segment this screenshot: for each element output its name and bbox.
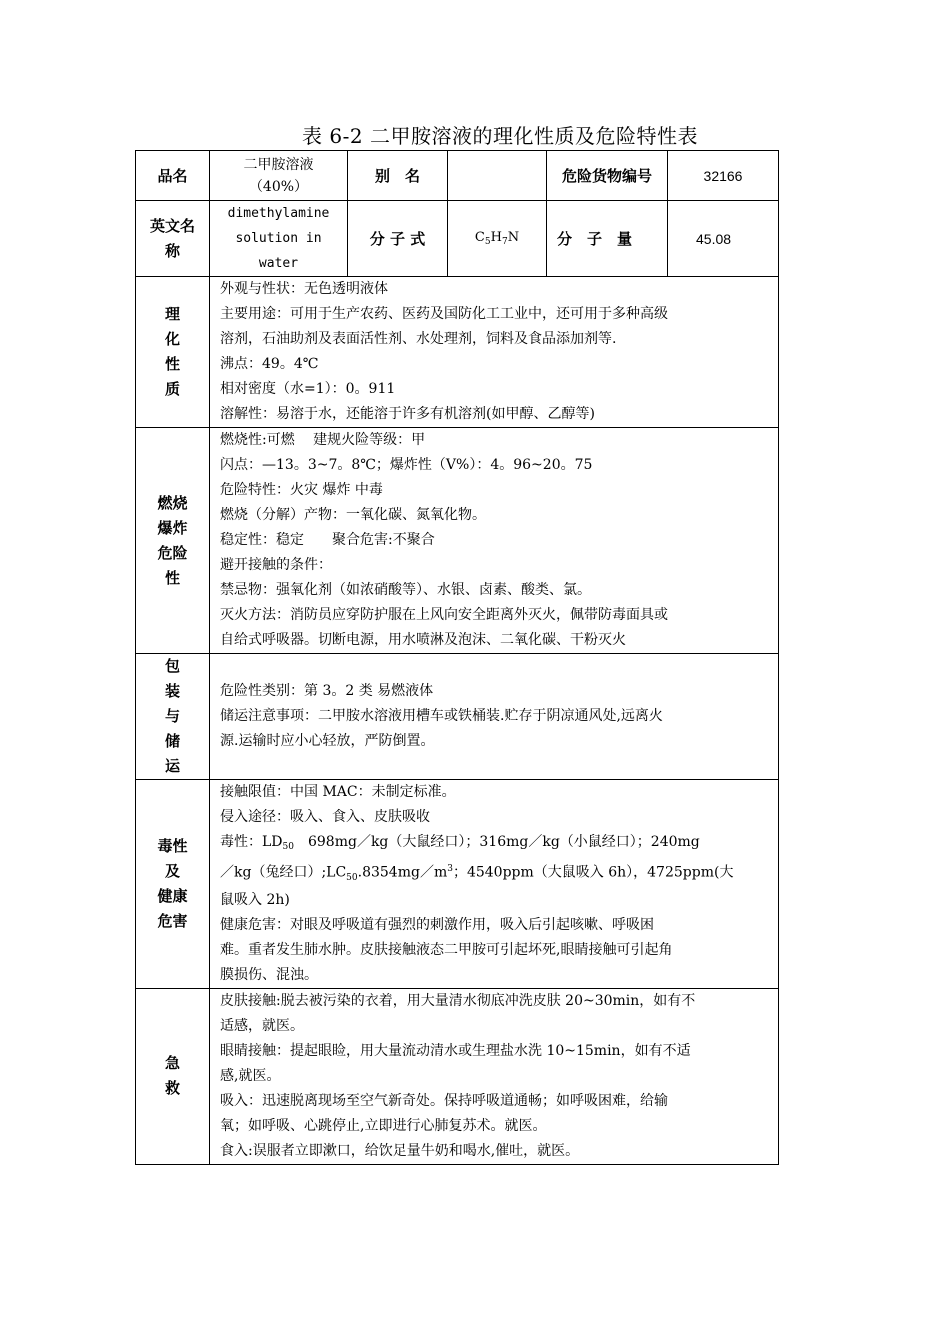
table-row [136,201,779,277]
content-line: 沸点：49。4℃ [220,356,319,372]
formula-part: H [490,230,502,245]
first-aid-section-label [136,988,210,1164]
subscript: 50 [346,872,358,883]
alias-label: 别 名 [348,151,448,201]
table-row [136,654,779,780]
section-label-line: 危害 [157,911,188,930]
section-label-line: 燃烧 [157,493,188,512]
section-label-line: 急 [164,1054,180,1073]
content-line: 吸入：迅速脱离现场至空气新奇处。保持呼吸道通畅；如呼吸困难，给输 [220,1092,668,1109]
fire-section-label [136,428,210,654]
content-line: 外观与性状：无色透明液体 [220,281,388,297]
content-line: 膜损伤、混浊。 [220,966,318,983]
content-line: 自给式呼吸器。切断电源，用水喷淋及泡沫、二氧化碳、干粉灭火 [220,632,626,648]
content-line: 稳定性：稳定 聚合危害:不聚合 [220,532,435,548]
content-line: 灭火方法：消防员应穿防护服在上风向安全距离外灭火，佩带防毒面具或 [220,607,668,623]
section-label-line: 毒性 [157,836,188,855]
text-run: 698mg／kg（大鼠经口）；316mg／kg（小鼠经口）；240mg [293,834,700,850]
content-line: 皮肤接触:脱去被污染的衣着，用大量清水彻底冲洗皮肤 20~30min，如有不 [220,992,696,1009]
table-row [136,780,779,989]
section-label-line: 质 [164,380,180,398]
english-name-line: water [258,256,299,271]
table-row [136,151,779,201]
english-name-value [210,201,348,277]
formula-part: C [474,230,485,245]
section-label-line: 运 [164,757,180,775]
toxicity-section-content [210,780,779,989]
content-line: 源.运输时应小心轻放，严防倒置。 [220,733,435,749]
section-label-line: 性 [164,568,180,587]
property-table [135,150,779,1165]
table-row [136,428,779,654]
content-line: 眼睛接触：提起眼睑，用大量流动清水或生理盐水洗 10~15min，如有不适 [220,1042,691,1059]
content-line: 食入:误服者立即漱口，给饮足量牛奶和喝水,催吐，就医。 [220,1142,580,1159]
text-run: ；4540ppm（大鼠吸入 6h），4725ppm(大 [452,864,734,881]
content-line: 溶解性：易溶于水，还能溶于许多有机溶剂(如甲醇、乙醇等) [220,406,595,422]
dg-number-label: 危险货物编号 [547,151,668,201]
section-label-line: 救 [164,1079,180,1098]
section-label-line: 化 [164,330,180,348]
english-name-line: solution in [235,231,322,246]
section-label-line: 与 [164,707,180,725]
product-name-line: 二甲胺溶液 [243,156,314,173]
molecular-weight-label: 分 子 量 [547,201,668,277]
content-line: 难。重者发生肺水肿。皮肤接触液态二甲胺可引起坏死,眼睛接触可引起角 [220,941,673,958]
content-line: 闪点：—13。3~7。8℃；爆炸性（V%）：4。96~20。75 [220,457,593,473]
toxicity-section-label [136,780,210,989]
section-label-line: 装 [164,682,180,700]
section-label-line: 危险 [157,543,188,562]
english-name-label-text: 英文名称 [149,216,195,260]
first-aid-section-content [210,988,779,1164]
content-line: 侵入途径：吸入、食入、皮肤吸收 [220,809,430,825]
alias-value [448,151,547,201]
physchem-section-content [210,277,779,428]
section-label-line: 理 [164,305,180,323]
molecular-weight-value: 45.08 [668,201,779,277]
formula-subscript: 5 [484,237,491,247]
formula-label: 分 子 式 [348,201,448,277]
english-name-label [136,201,210,277]
superscript: 3 [447,864,453,874]
section-label-line: 健康 [157,886,188,905]
content-line: 禁忌物：强氧化剂（如浓硝酸等）、水银、卤素、酸类、氯。 [220,582,591,598]
formula-subscript: 7 [501,237,508,247]
text-run: 毒性：LD [220,834,283,850]
section-label-line: 储 [164,732,180,750]
content-line: 感,就医。 [220,1067,281,1084]
content-line: 储运注意事项：二甲胺水溶液用槽车或铁桶装.贮存于阴凉通风处,远离火 [220,708,663,724]
content-line: 氧；如呼吸、心跳停止,立即进行心肺复苏术。就医。 [220,1117,547,1134]
formula-part: N [507,230,520,245]
formula-value [448,201,547,277]
physchem-section-label [136,277,210,428]
section-label-line: 及 [164,861,180,880]
toxicity-data-line [220,857,770,888]
content-line: 危险性类别：第 3。2 类 易燃液体 [220,683,434,699]
content-line: 危险特性：火灾 爆炸 中毒 [220,482,383,498]
text-run: .8354mg／m [357,864,448,881]
content-line: 相对密度（水=1）：0。911 [220,381,396,397]
content-line: 健康危害：对眼及呼吸道有强烈的刺激作用，吸入后引起咳嗽、呼吸困 [220,916,654,933]
subscript: 50 [282,842,294,852]
text-run: ／kg（兔经口）;LC [220,864,347,881]
english-name-line: dimethylamine [227,206,330,221]
content-line: 适感，就医。 [220,1017,304,1034]
table-row [136,988,779,1164]
section-label-line: 包 [164,657,180,675]
content-line: 燃烧性:可燃 建规火险等级：甲 [220,432,426,448]
table-row [136,277,779,428]
fire-section-content [210,428,779,654]
table-title: 表 6-2 二甲胺溶液的理化性质及危险特性表 [302,124,698,148]
section-label-line: 性 [164,355,180,373]
dg-number-value: 32166 [668,151,779,201]
content-line: 燃烧（分解）产物：一氧化碳、氮氧化物。 [220,507,486,523]
toxicity-data-line [220,830,770,857]
packaging-section-content [210,654,779,780]
content-line: 溶剂，石油助剂及表面活性剂、水处理剂，饲料及食品添加剂等. [220,331,617,347]
content-line: 鼠吸入 2h) [220,891,290,908]
product-name-line: （40%） [248,178,309,195]
content-line: 避开接触的条件： [220,557,332,573]
product-name-label: 品名 [136,151,210,201]
content-line: 接触限值：中国 MAC：未制定标准。 [220,784,456,800]
product-name-value [210,151,348,201]
packaging-section-label [136,654,210,780]
section-label-line: 爆炸 [157,518,188,537]
content-line: 主要用途：可用于生产农药、医药及国防化工工业中，还可用于多种高级 [220,306,668,322]
